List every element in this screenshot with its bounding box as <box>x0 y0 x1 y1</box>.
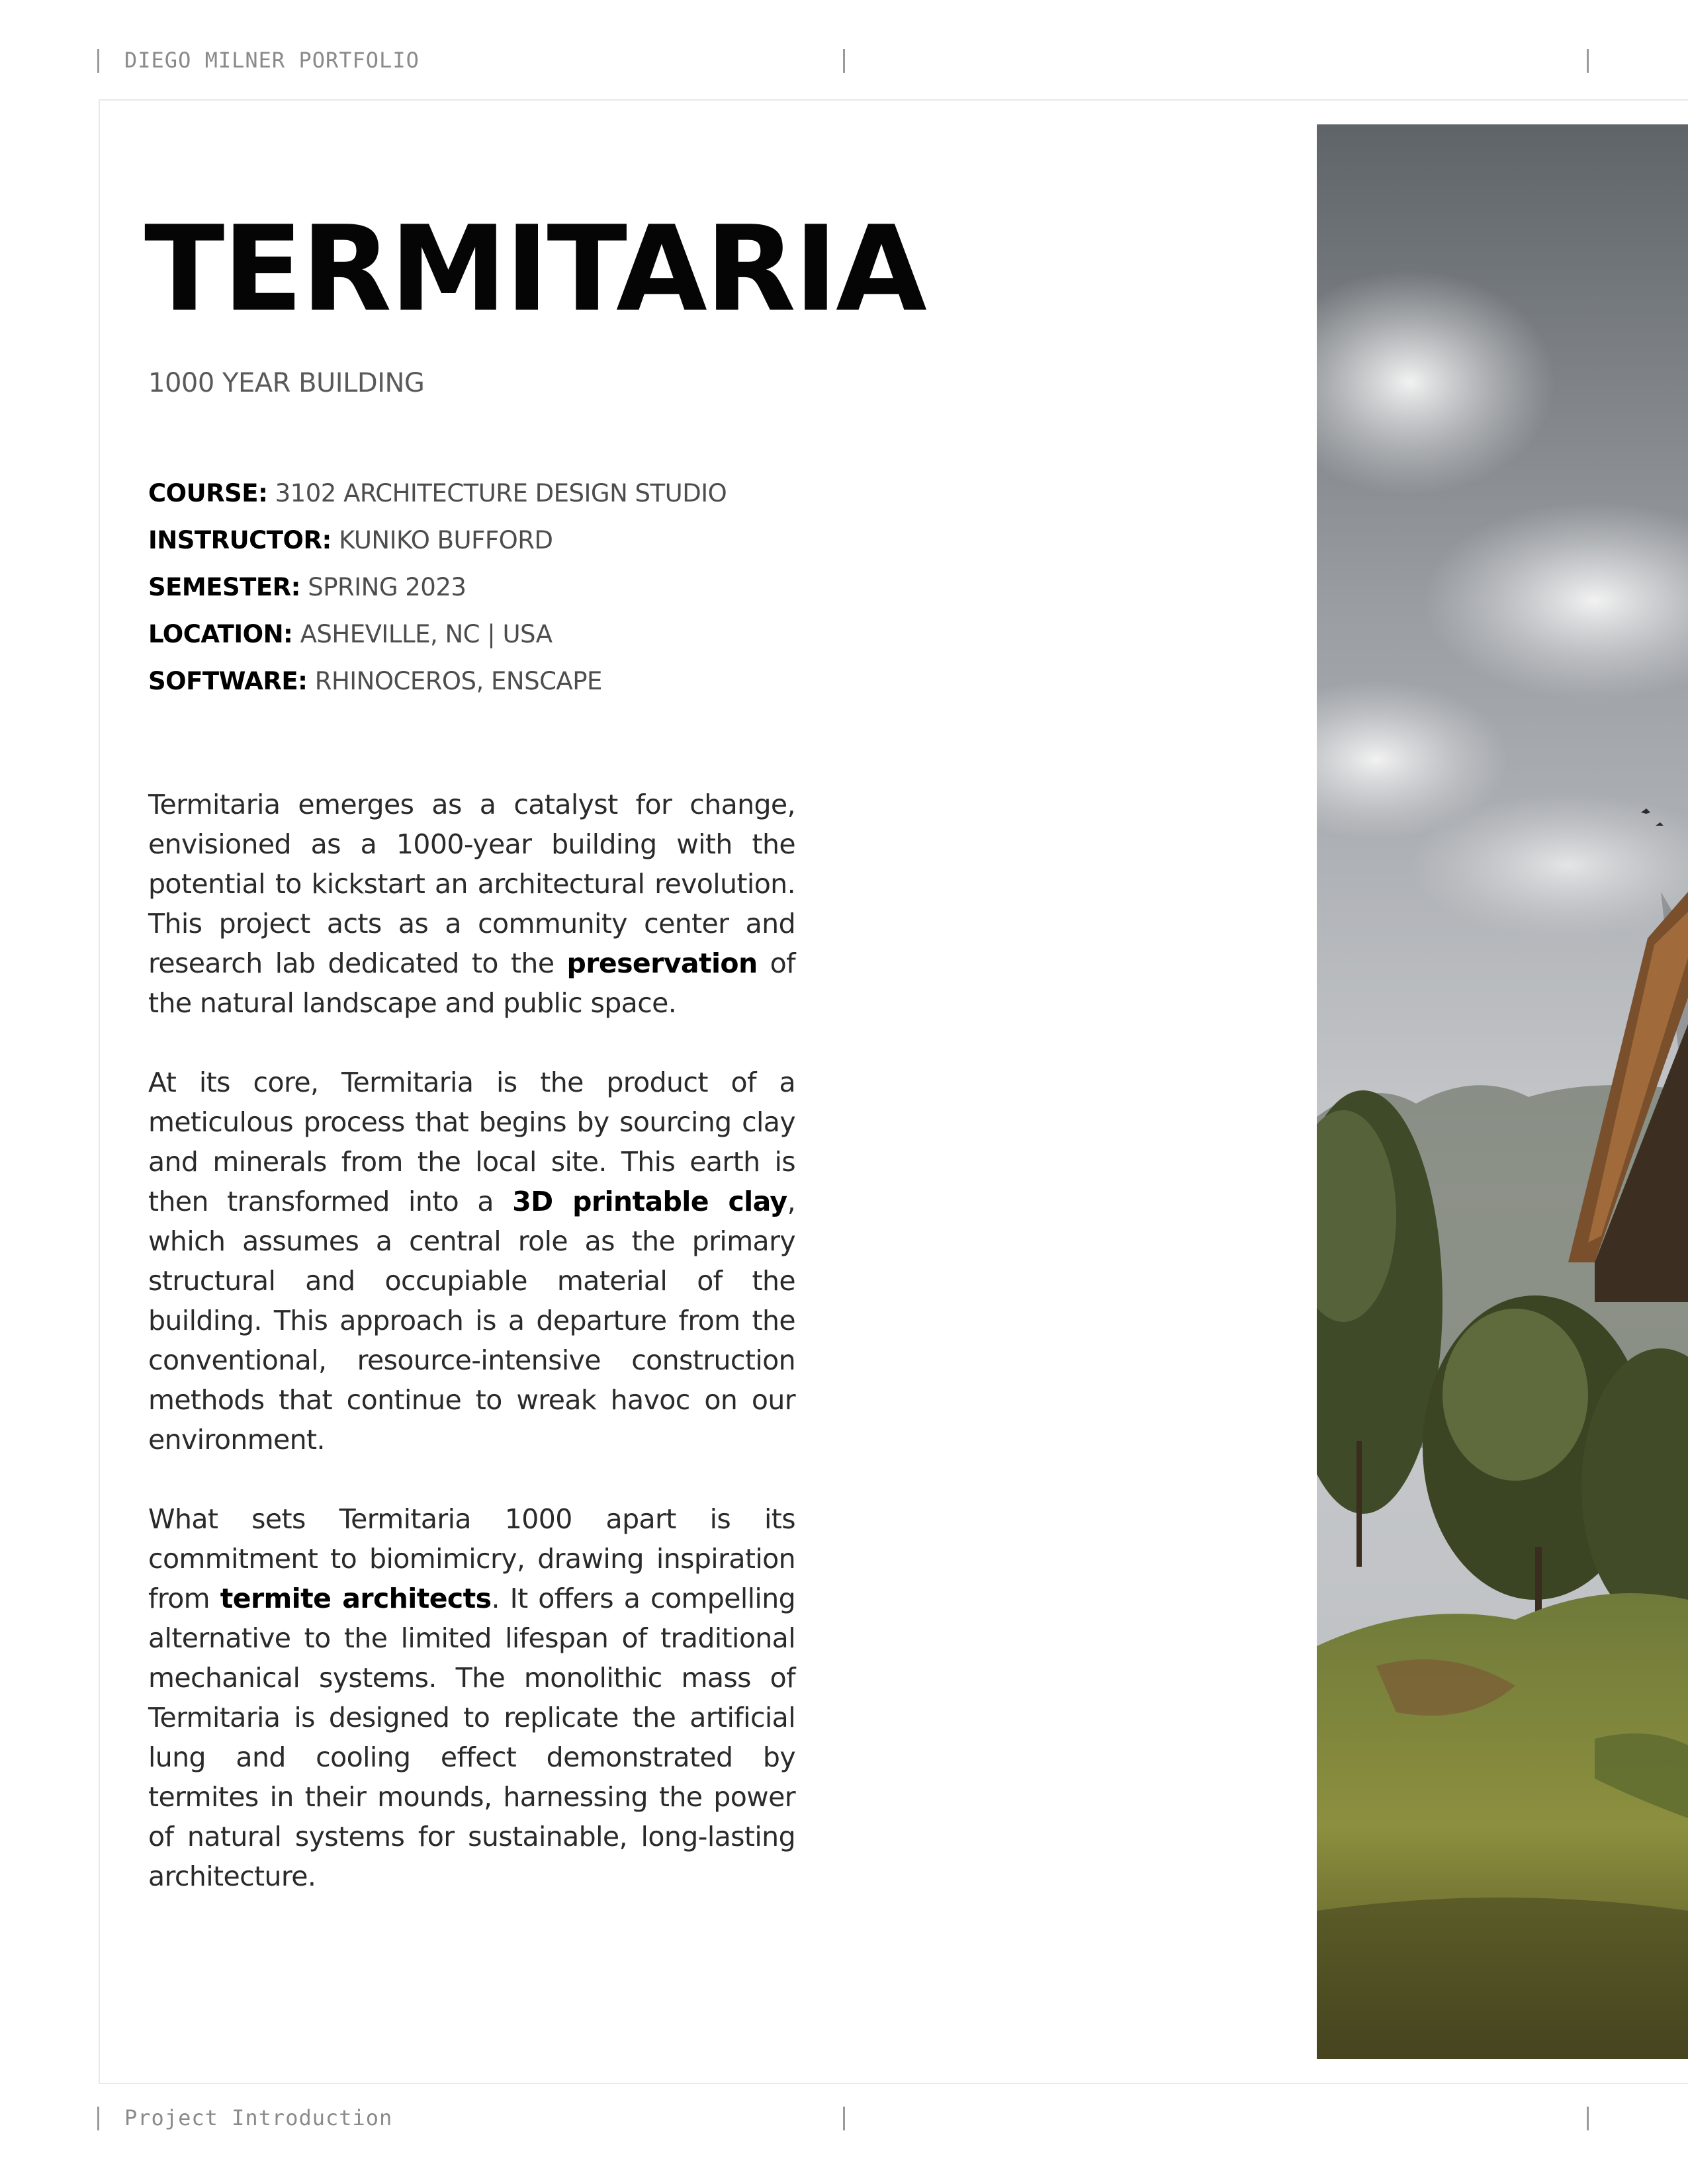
emphasis: preservation <box>566 947 758 979</box>
detail-course <box>148 479 727 526</box>
footer-rule-left <box>97 2107 99 2130</box>
running-title: DIEGO MILNER PORTFOLIO <box>124 48 420 73</box>
detail-label: SOFTWARE: <box>148 667 308 695</box>
project-description <box>148 785 795 1936</box>
footer-rule-center <box>843 2107 845 2130</box>
emphasis: termite architects <box>220 1583 492 1614</box>
detail-value: KUNIKO BUFFORD <box>339 526 553 554</box>
detail-location <box>148 620 727 667</box>
header-rule-left <box>97 49 99 73</box>
rendering-landscape <box>1317 124 1688 2059</box>
emphasis: 3D printable clay <box>512 1186 787 1217</box>
text-run: of the natural landscape and public space. <box>148 947 795 1019</box>
detail-value: ASHEVILLE, NC | USA <box>300 620 553 648</box>
detail-value: SPRING 2023 <box>308 573 466 601</box>
detail-instructor <box>148 526 727 573</box>
header-rule-center <box>843 49 845 73</box>
footer-rule-right <box>1587 2107 1589 2130</box>
detail-label: SEMESTER: <box>148 573 300 601</box>
text-run: What sets Termitaria 1000 apart is its commitment to biomimicry, drawing inspiration from <box>148 1503 795 1614</box>
header-rule-right <box>1587 49 1589 73</box>
text-run: At its core, Termitaria is the product of a meticulous process that begins by sourcing clay and minerals from the local site. This earth is then transformed into a <box>148 1067 795 1217</box>
page-header <box>0 40 1688 79</box>
text-run: . It offers a compelling alternative to the limited lifespan of traditional mechanical systems. The monolithic mass of Termitaria is designed to replicate the artificial lung and cooling effect demonstrated by termites in their mounds, harnessing the power of natural systems for sustainable, long-lasting architecture. <box>148 1583 796 1892</box>
project-title: TERMITARIA <box>144 200 925 337</box>
description-paragraph-3 <box>148 1499 795 1896</box>
detail-label: LOCATION: <box>148 620 293 648</box>
detail-value: RHINOCEROS, ENSCAPE <box>314 667 602 695</box>
detail-value: 3102 ARCHITECTURE DESIGN STUDIO <box>275 479 727 507</box>
description-paragraph-1 <box>148 785 795 1023</box>
detail-label: INSTRUCTOR: <box>148 526 332 554</box>
project-subtitle: 1000 YEAR BUILDING <box>148 368 425 398</box>
section-label: Project Introduction <box>124 2105 393 2130</box>
detail-software <box>148 667 727 714</box>
detail-label: COURSE: <box>148 479 268 507</box>
text-run: Termitaria emerges as a catalyst for change, envisioned as a 1000-year building with the potential to kickstart an architectural revolution. This project acts as a community center and research lab dedicated to the <box>148 789 795 979</box>
project-rendering-image <box>1317 124 1688 2059</box>
text-run: , which assumes a central role as the primary structural and occupiable material of the building. This approach is a departure from the conventional, resource-intensive construction methods that continue to wreak havoc on our environment. <box>148 1186 795 1456</box>
description-paragraph-2 <box>148 1063 795 1460</box>
page-footer <box>0 2097 1688 2137</box>
detail-semester <box>148 573 727 620</box>
project-details <box>148 479 727 714</box>
